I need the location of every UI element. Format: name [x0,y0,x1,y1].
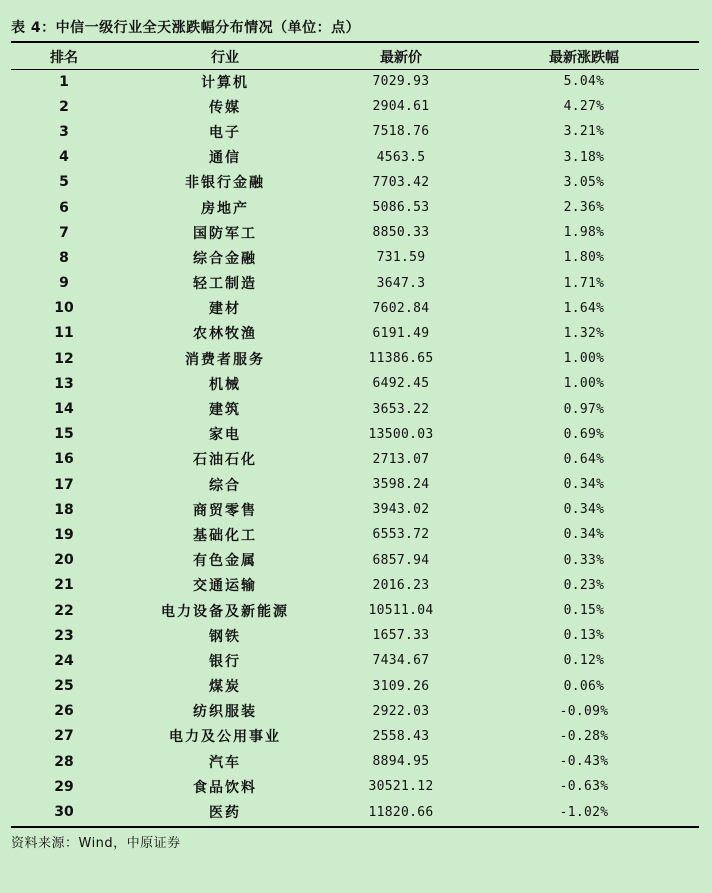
rank-cell: 14 [54,401,74,418]
rank-cell: 1 [59,73,69,90]
rank-cell: 15 [54,426,74,443]
change-cell: 0.34% [563,502,605,518]
rank-cell: 4 [59,149,69,166]
rank-cell: 16 [54,451,74,468]
table-row [11,548,699,573]
bottom-rule [11,826,699,828]
price-cell: 3598.24 [372,477,430,493]
rank-cell: 13 [54,375,74,392]
table-row [11,321,699,346]
rank-cell: 10 [54,300,74,317]
table-row [11,799,699,824]
table-row [11,522,699,547]
table-row [11,170,699,195]
change-cell: 3.18% [563,149,605,165]
industry-cell: 房地产 [201,200,249,217]
price-cell: 8850.33 [372,225,430,241]
industry-cell: 石油石化 [193,452,257,469]
price-cell: 7703.42 [372,174,430,190]
rank-cell: 22 [54,602,74,619]
price-cell: 6553.72 [372,527,430,543]
change-cell: 0.13% [563,628,605,644]
header-row [11,44,699,69]
price-cell: 7029.93 [372,74,430,90]
rank-cell: 19 [54,526,74,543]
industry-cell: 传媒 [209,99,241,116]
industry-cell: 钢铁 [209,628,241,645]
rank-cell: 5 [59,174,69,191]
column-header-industry: 行业 [211,49,239,66]
rank-cell: 11 [54,325,74,342]
change-cell: 1.64% [563,300,605,316]
industry-cell: 商贸零售 [193,502,257,519]
rank-cell: 27 [54,728,74,745]
table-row [11,573,699,598]
industry-cell: 基础化工 [193,527,257,544]
industry-cell: 电子 [209,124,241,141]
rank-cell: 18 [54,501,74,518]
change-cell: 1.00% [563,351,605,367]
table-row [11,674,699,699]
price-cell: 7518.76 [372,124,430,140]
rank-cell: 6 [59,199,69,216]
industry-cell: 非银行金融 [185,175,265,192]
industry-cell: 医药 [209,805,241,822]
rank-cell: 30 [54,804,74,821]
rank-cell: 29 [54,778,74,795]
change-cell: 0.15% [563,603,605,619]
industry-cell: 煤炭 [209,679,241,696]
price-cell: 8894.95 [372,754,430,770]
table-row [11,472,699,497]
change-cell: 0.12% [563,653,605,669]
price-cell: 5086.53 [372,200,430,216]
change-cell: 0.34% [563,527,605,543]
rank-cell: 9 [59,275,69,292]
price-cell: 11820.66 [368,804,434,820]
price-cell: 13500.03 [368,426,434,442]
change-cell: -0.43% [559,754,609,770]
industry-cell: 消费者服务 [185,351,265,368]
table-row [11,724,699,749]
industry-cell: 电力及公用事业 [169,729,281,746]
rank-cell: 12 [54,350,74,367]
change-cell: 5.04% [563,74,605,90]
table-body [11,69,699,825]
rank-cell: 28 [54,753,74,770]
table-row [11,69,699,94]
industry-cell: 家电 [209,427,241,444]
rank-cell: 24 [54,652,74,669]
table-row [11,94,699,119]
table-row [11,245,699,270]
price-cell: 3943.02 [372,502,430,518]
top-rule [11,41,699,43]
rank-cell: 23 [54,627,74,644]
industry-cell: 建材 [209,301,241,318]
price-cell: 3109.26 [372,678,430,694]
table-row [11,749,699,774]
industry-cell: 纺织服装 [193,704,257,721]
change-cell: 4.27% [563,99,605,115]
industry-cell: 农林牧渔 [193,326,257,343]
table-row [11,371,699,396]
change-cell: 0.64% [563,451,605,467]
change-cell: 0.23% [563,577,605,593]
table-row [11,648,699,673]
rank-cell: 20 [54,552,74,569]
table-row [11,346,699,371]
change-cell: -0.28% [559,728,609,744]
price-cell: 4563.5 [376,149,426,165]
industry-cell: 交通运输 [193,578,257,595]
table-row [11,145,699,170]
table-row [11,396,699,421]
table-row [11,623,699,648]
industry-cell: 有色金属 [193,553,257,570]
price-cell: 11386.65 [368,351,434,367]
change-cell: 1.32% [563,325,605,341]
change-cell: 0.97% [563,401,605,417]
column-header-rank: 排名 [50,49,78,66]
table-row [11,119,699,144]
change-cell: 0.33% [563,552,605,568]
price-cell: 10511.04 [368,603,434,619]
table-row [11,774,699,799]
table-row [11,195,699,220]
rank-cell: 2 [59,98,69,115]
change-cell: 0.34% [563,477,605,493]
rank-cell: 21 [54,577,74,594]
change-cell: 1.71% [563,275,605,291]
table-row [11,296,699,321]
column-header-change: 最新涨跌幅 [549,49,619,66]
price-cell: 2016.23 [372,577,430,593]
table-title: 表 4：中信一级行业全天涨跌幅分布情况（单位：点） [11,20,361,36]
rank-cell: 8 [59,249,69,266]
price-cell: 6857.94 [372,552,430,568]
industry-cell: 建筑 [209,402,241,419]
industry-cell: 汽车 [209,754,241,771]
table-row [11,699,699,724]
price-cell: 2904.61 [372,99,430,115]
source-note: 资料来源：Wind，中原证券 [11,836,181,851]
price-cell: 731.59 [376,250,426,266]
table-row [11,271,699,296]
rank-cell: 17 [54,476,74,493]
change-cell: 1.80% [563,250,605,266]
change-cell: 3.21% [563,124,605,140]
industry-cell: 计算机 [201,74,249,91]
price-cell: 6191.49 [372,325,430,341]
change-cell: 3.05% [563,174,605,190]
industry-cell: 轻工制造 [193,276,257,293]
industry-cell: 食品饮料 [193,779,257,796]
price-cell: 6492.45 [372,376,430,392]
industry-cell: 银行 [209,653,241,670]
price-cell: 7602.84 [372,300,430,316]
column-header-price: 最新价 [380,49,422,66]
price-cell: 2558.43 [372,728,430,744]
industry-cell: 电力设备及新能源 [161,603,289,620]
price-cell: 30521.12 [368,779,434,795]
rank-cell: 26 [54,703,74,720]
rank-cell: 25 [54,678,74,695]
industry-cell: 通信 [209,150,241,167]
table-row [11,220,699,245]
industry-cell: 综合金融 [193,250,257,267]
price-cell: 3653.22 [372,401,430,417]
rank-cell: 7 [59,224,69,241]
industry-change-table [11,44,699,825]
price-cell: 7434.67 [372,653,430,669]
table-row [11,497,699,522]
price-cell: 1657.33 [372,628,430,644]
change-cell: 1.98% [563,225,605,241]
rank-cell: 3 [59,123,69,140]
change-cell: 0.06% [563,678,605,694]
table-row [11,422,699,447]
price-cell: 2713.07 [372,451,430,467]
change-cell: -0.09% [559,703,609,719]
industry-cell: 机械 [209,376,241,393]
change-cell: -1.02% [559,804,609,820]
change-cell: 0.69% [563,426,605,442]
change-cell: -0.63% [559,779,609,795]
table-row [11,447,699,472]
change-cell: 1.00% [563,376,605,392]
industry-cell: 国防军工 [193,225,257,242]
change-cell: 2.36% [563,200,605,216]
industry-cell: 综合 [209,477,241,494]
table-row [11,598,699,623]
price-cell: 2922.03 [372,703,430,719]
price-cell: 3647.3 [376,275,426,291]
